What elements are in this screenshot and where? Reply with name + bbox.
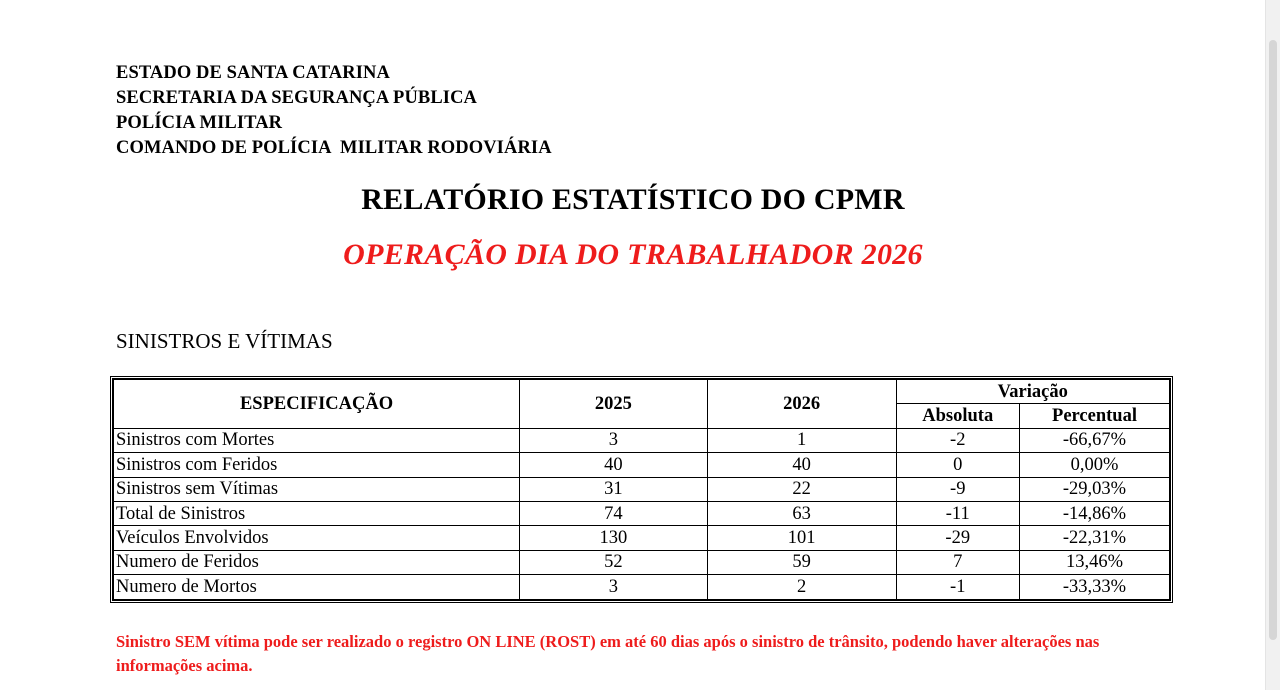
row-2025: 74 — [520, 501, 708, 525]
row-2025: 52 — [520, 550, 708, 574]
row-spec: Numero de Feridos — [114, 550, 520, 574]
row-percent: -14,86% — [1019, 501, 1169, 525]
row-2025: 3 — [520, 428, 708, 452]
scrollbar-thumb[interactable] — [1269, 40, 1277, 640]
row-2026: 40 — [707, 453, 896, 477]
statistics-table-frame — [110, 376, 1173, 603]
row-absolute: -2 — [896, 428, 1019, 452]
table-row — [114, 501, 1170, 525]
statistics-table — [113, 379, 1170, 600]
header-year-2025: 2025 — [520, 380, 708, 429]
header-specification: ESPECIFICAÇÃO — [114, 380, 520, 429]
table-row — [114, 575, 1170, 599]
row-spec: Sinistros com Mortes — [114, 428, 520, 452]
row-spec: Sinistros com Feridos — [114, 453, 520, 477]
row-spec: Total de Sinistros — [114, 501, 520, 525]
row-absolute: -9 — [896, 477, 1019, 501]
row-2026: 2 — [707, 575, 896, 599]
row-2026: 22 — [707, 477, 896, 501]
row-2025: 3 — [520, 575, 708, 599]
table-row — [114, 550, 1170, 574]
header-year-2026: 2026 — [707, 380, 896, 429]
footnote-warning: Sinistro SEM vítima pode ser realizado o registro ON LINE (ROST) em até 60 dias após o sinistro de trânsito, podendo haver alterações nas informações acima. — [116, 632, 1100, 675]
header-absolute: Absoluta — [896, 404, 1019, 428]
row-2025: 40 — [520, 453, 708, 477]
header-percent: Percentual — [1019, 404, 1169, 428]
row-percent: -33,33% — [1019, 575, 1169, 599]
table-row — [114, 526, 1170, 550]
row-absolute: 7 — [896, 550, 1019, 574]
header-line-command: COMANDO DE POLÍCIA MILITAR RODOVIÁRIA — [116, 138, 552, 158]
vertical-scrollbar[interactable] — [1265, 0, 1280, 690]
row-absolute: 0 — [896, 453, 1019, 477]
header-line-secretariat: SECRETARIA DA SEGURANÇA PÚBLICA — [116, 88, 478, 108]
row-absolute: -11 — [896, 501, 1019, 525]
row-spec: Veículos Envolvidos — [114, 526, 520, 550]
header-line-state: ESTADO DE SANTA CATARINA — [116, 63, 390, 83]
row-absolute: -1 — [896, 575, 1019, 599]
row-percent: -22,31% — [1019, 526, 1169, 550]
row-2026: 59 — [707, 550, 896, 574]
row-2026: 63 — [707, 501, 896, 525]
row-2026: 101 — [707, 526, 896, 550]
header-variation: Variação — [896, 380, 1169, 404]
header-line-police: POLÍCIA MILITAR — [116, 113, 283, 133]
row-percent: -29,03% — [1019, 477, 1169, 501]
table-row — [114, 428, 1170, 452]
row-absolute: -29 — [896, 526, 1019, 550]
report-title: RELATÓRIO ESTATÍSTICO DO CPMR — [361, 183, 905, 216]
row-percent: -66,67% — [1019, 428, 1169, 452]
table-row — [114, 453, 1170, 477]
row-2025: 31 — [520, 477, 708, 501]
row-percent: 13,46% — [1019, 550, 1169, 574]
report-subtitle: OPERAÇÃO DIA DO TRABALHADOR 2026 — [343, 238, 923, 271]
row-2026: 1 — [707, 428, 896, 452]
row-spec: Numero de Mortos — [114, 575, 520, 599]
row-2025: 130 — [520, 526, 708, 550]
section-label: SINISTROS E VÍTIMAS — [116, 329, 333, 353]
row-percent: 0,00% — [1019, 453, 1169, 477]
row-spec: Sinistros sem Vítimas — [114, 477, 520, 501]
table-row — [114, 477, 1170, 501]
header-block — [116, 61, 552, 161]
